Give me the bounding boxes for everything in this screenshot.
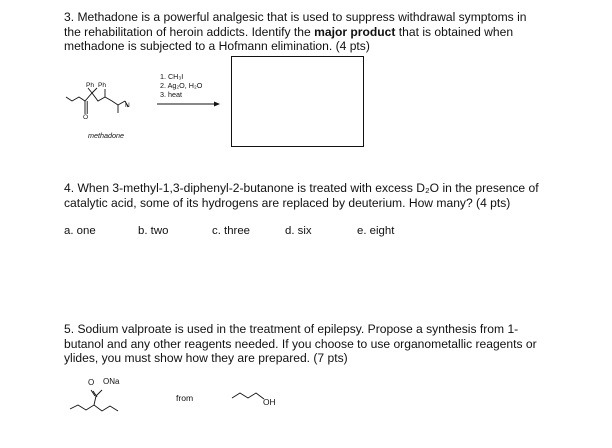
question-4-text: 4. When 3-methyl-1,3-diphenyl-2-butanone is treated with excess D₂O in the presence of catalytic acid, some of its hydrogens are replaced by deuterium. How many? (4 pts)	[64, 181, 539, 210]
question-3-text: 3. Methadone is a powerful analgesic that is used to suppress withdrawal symptoms in the rehabilitation of heroin addicts. Identify the major product that is obtained when methadone is subjected to a Hofmann elimination. (4 pts)	[64, 10, 527, 54]
methadone-nitrogen-label: N	[125, 102, 130, 109]
question-5-text: 5. Sodium valproate is used in the treatment of epilepsy. Propose a synthesis from 1-butanol and any other reagents needed. If you choose to use organometallic reagents or ylides, you must show how they are prepared. (7 pts)	[64, 322, 537, 366]
methadone-oxygen-label: O	[83, 114, 89, 121]
methadone-name-label: methadone	[88, 131, 124, 140]
reaction-arrow	[156, 100, 222, 108]
butanol-oh-label: OH	[263, 397, 276, 407]
methadone-structure	[62, 84, 152, 128]
valproate-oxygen-label: O	[88, 378, 95, 387]
choice-a[interactable]: a. one	[64, 225, 96, 237]
sodium-valproate-structure	[68, 384, 148, 420]
valproate-ona-label: ONa	[103, 377, 120, 386]
major-product-emphasis: major product	[314, 24, 396, 39]
answer-box[interactable]	[231, 56, 364, 147]
methadone-ph-label-1: Ph	[86, 82, 95, 89]
choice-b[interactable]: b. two	[138, 225, 169, 237]
reagent-step-3: 3. heat	[160, 90, 182, 99]
choice-d[interactable]: d. six	[285, 225, 312, 237]
reagent-step-1: 1. CH₃I	[160, 72, 184, 81]
methadone-ph-label-2: Ph	[98, 82, 107, 89]
reagent-step-2: 2. Ag₂O, H₂O	[160, 81, 203, 90]
choice-c[interactable]: c. three	[212, 225, 251, 237]
from-label: from	[176, 393, 194, 403]
choice-e[interactable]: e. eight	[357, 225, 395, 237]
